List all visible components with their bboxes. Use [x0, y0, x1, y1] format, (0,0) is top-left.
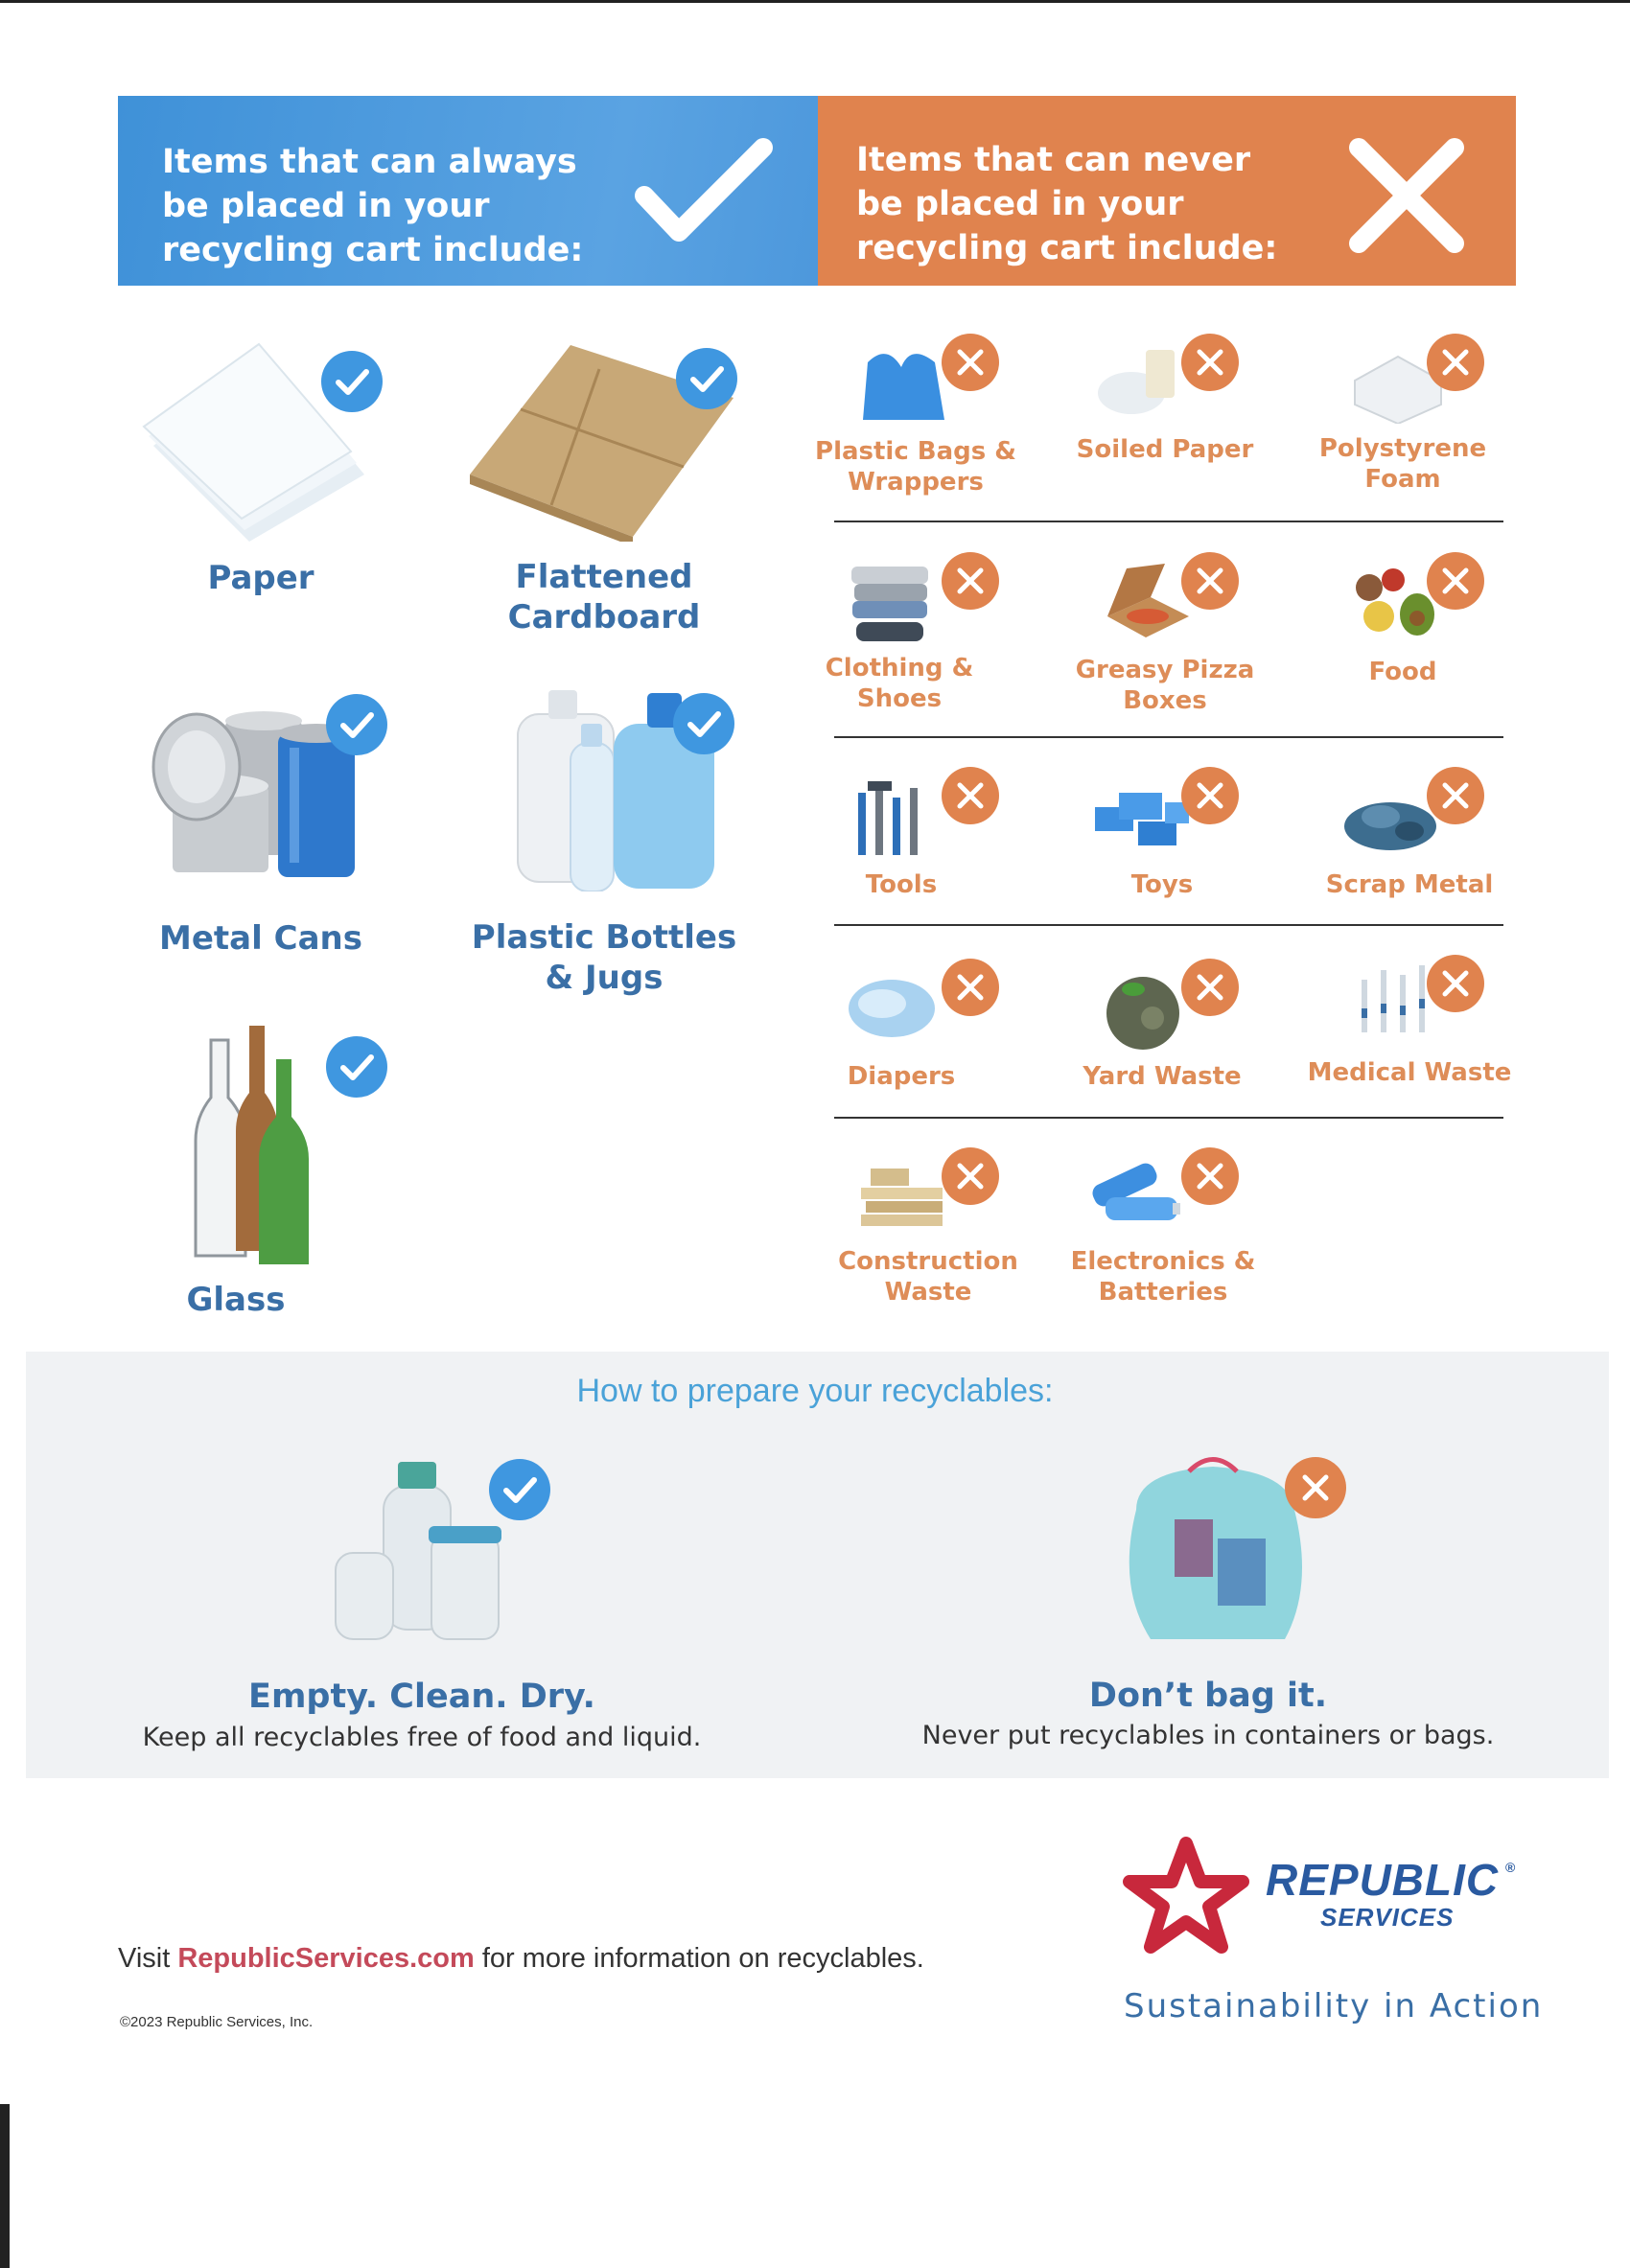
never-item-label: Medical Waste	[1307, 1058, 1512, 1087]
always-item-glass	[182, 1021, 403, 1270]
clothing-image	[847, 557, 933, 648]
never-item-medical-waste	[1290, 956, 1529, 1147]
clean-jars-image	[331, 1457, 513, 1658]
website-link[interactable]: RepublicServices.com	[177, 1943, 475, 1974]
lumber-image	[856, 1154, 952, 1240]
never-item-label: Tools	[865, 870, 938, 899]
never-item-clothing	[784, 549, 1024, 741]
logo-word-republic: REPUBLIC	[1266, 1855, 1500, 1905]
prepare-heading-clean: Empty. Clean. Dry.	[248, 1678, 595, 1716]
x-badge-icon	[942, 1147, 999, 1205]
visit-text	[118, 1943, 924, 1975]
grid-divider	[834, 1117, 1503, 1119]
x-badge-icon	[1181, 1147, 1239, 1205]
x-badge-icon	[1181, 959, 1239, 1016]
always-header-text: Items that can always be placed in your recycling cart include:	[162, 143, 584, 269]
never-item-polystyrene	[1283, 331, 1523, 522]
always-item-label: Paper	[207, 559, 314, 597]
grid-divider	[834, 521, 1503, 522]
never-item-label: Food	[1368, 658, 1437, 686]
copyright-text: ©2023 Republic Services, Inc.	[120, 2014, 314, 2030]
grid-divider	[834, 736, 1503, 738]
never-item-label: Scrap Metal	[1325, 870, 1494, 899]
always-item-label: Flattened Cardboard	[507, 558, 701, 636]
check-badge-icon	[326, 1036, 387, 1098]
always-item-cardboard	[465, 340, 743, 551]
never-item-diapers	[786, 956, 1026, 1147]
x-badge-icon	[1181, 767, 1239, 824]
prepare-subtext-bag: Never put recyclables in containers or bags.	[921, 1721, 1495, 1750]
always-item-label: Glass	[186, 1281, 286, 1319]
never-item-construction	[808, 1145, 1048, 1336]
grid-divider	[834, 924, 1503, 926]
always-item-label: Metal Cans	[159, 919, 362, 958]
x-badge-icon	[1427, 552, 1484, 610]
x-badge-icon	[1427, 767, 1484, 824]
logo-registered-mark: ®	[1505, 1860, 1516, 1875]
never-item-label: Diapers	[847, 1062, 956, 1091]
x-badge-icon	[1427, 334, 1484, 391]
x-badge-icon	[1427, 955, 1484, 1012]
never-item-scrap-metal	[1290, 764, 1529, 956]
scan-edge-top	[0, 0, 1630, 3]
x-badge-icon	[1285, 1457, 1346, 1518]
never-header-text: Items that can never be placed in your recycling cart include:	[856, 141, 1278, 267]
toys-image	[1090, 778, 1196, 860]
x-badge-icon	[1181, 552, 1239, 610]
logo-word-services: SERVICES	[1320, 1903, 1455, 1932]
check-badge-icon	[489, 1459, 550, 1520]
never-item-soiled-paper	[1045, 331, 1285, 522]
never-item-label: Construction Waste	[838, 1247, 1018, 1307]
prepare-heading-bag: Don’t bag it.	[1088, 1677, 1328, 1715]
never-item-plastic-bags	[796, 331, 1036, 522]
check-badge-icon	[326, 694, 387, 755]
x-badge-icon	[942, 959, 999, 1016]
x-badge-icon	[942, 767, 999, 824]
x-badge-icon	[942, 334, 999, 391]
never-item-label: Electronics & Batteries	[1070, 1247, 1256, 1307]
never-item-food	[1283, 549, 1523, 741]
never-item-label: Polystyrene Foam	[1318, 434, 1487, 494]
never-item-label: Clothing & Shoes	[825, 654, 974, 713]
check-badge-icon	[673, 693, 734, 754]
tools-image	[849, 774, 935, 865]
never-item-pizza-box	[1045, 549, 1285, 741]
never-item-tools	[786, 764, 1026, 956]
prepare-title: How to prepare your recyclables:	[576, 1373, 1054, 1409]
tagline: Sustainability in Action	[1124, 1987, 1544, 2025]
always-item-metal-cans	[144, 690, 412, 901]
never-item-toys	[1042, 764, 1282, 956]
yard-waste-image	[1095, 965, 1191, 1052]
glass-bottles-image	[182, 1021, 326, 1265]
scan-edge-left	[0, 2104, 10, 2268]
check-badge-icon	[676, 348, 737, 409]
prepare-subtext-clean: Keep all recyclables free of food and liquid.	[142, 1723, 702, 1752]
always-header-banner	[118, 96, 818, 286]
never-item-label: Plastic Bags & Wrappers	[815, 437, 1016, 497]
never-header-banner	[818, 96, 1516, 286]
never-item-label: Yard Waste	[1083, 1062, 1242, 1091]
pizza-box-image	[1098, 559, 1194, 645]
never-item-label: Greasy Pizza Boxes	[1075, 656, 1255, 715]
always-item-label: Plastic Bottles & Jugs	[471, 918, 737, 997]
always-item-plastic-bottles	[499, 685, 757, 896]
republic-star-logo-icon	[1122, 1836, 1251, 1960]
syringes-image	[1352, 956, 1438, 1052]
diapers-image	[844, 965, 949, 1047]
visit-prefix: Visit	[118, 1943, 178, 1974]
check-badge-icon	[321, 351, 383, 412]
batteries-image	[1082, 1154, 1187, 1236]
x-badge-icon	[942, 552, 999, 610]
never-item-label: Toys	[1130, 870, 1194, 899]
plastic-bag-image	[858, 338, 954, 425]
visit-suffix: for more information on recyclables.	[474, 1943, 924, 1974]
never-item-label: Soiled Paper	[1076, 435, 1254, 464]
x-badge-icon	[1181, 334, 1239, 391]
x-icon	[1347, 136, 1466, 255]
never-item-yard-waste	[1042, 956, 1282, 1147]
check-icon	[631, 136, 775, 246]
never-item-electronics	[1043, 1145, 1283, 1336]
